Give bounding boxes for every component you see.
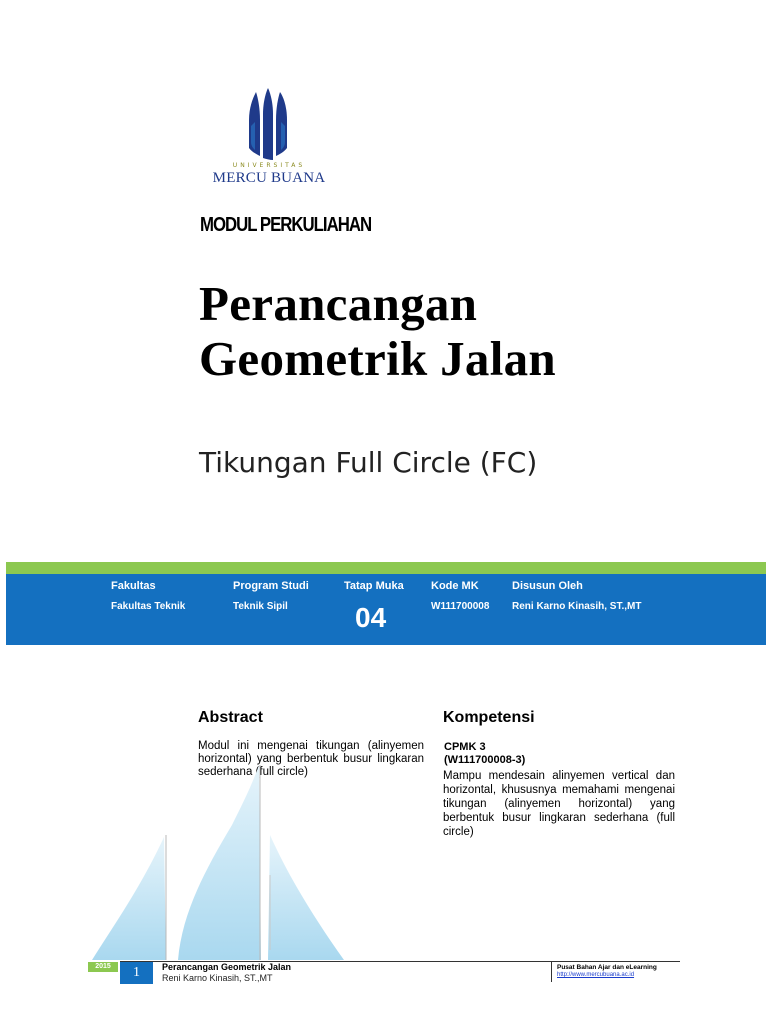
main-title-line-2: Geometrik Jalan [199, 331, 556, 386]
tatap-muka-label: Tatap Muka [344, 580, 404, 592]
building-watermark-icon [92, 765, 348, 960]
kode-mk-label: Kode MK [431, 580, 479, 592]
kompetensi-heading: Kompetensi [443, 709, 535, 726]
program-studi-value: Teknik Sipil [233, 601, 288, 612]
kompetensi-text: Mampu mendesain alinyemen vertical dan horizontal, khususnya memahami mengenai tikungan (alinyemen horizontal) yang berbentuk busur lingkaran sederhana (full circle) [443, 770, 675, 838]
program-studi-label: Program Studi [233, 580, 309, 592]
main-title-line-1: Perancangan [199, 276, 478, 331]
logo-small-text: UNIVERSITAS [232, 162, 306, 169]
footer-page-number: 1 [120, 962, 153, 984]
kode-mk-value: W111700008 [431, 601, 490, 612]
footer-author: Reni Karno Kinasih, ST.,MT [162, 973, 273, 983]
cpmk-code [444, 741, 675, 767]
logo-caption [200, 162, 338, 187]
modul-label: MODUL PERKULIAHAN [200, 214, 372, 236]
footer-separator [551, 962, 552, 982]
cpmk-line-1: CPMK 3 [444, 741, 486, 753]
fakultas-value: Fakultas Teknik [111, 601, 186, 612]
footer-pusat-label: Pusat Bahan Ajar dan eLearning [557, 964, 657, 971]
abstract-heading: Abstract [198, 709, 263, 726]
footer-year: 2015 [88, 962, 118, 972]
abstract-text: Modul ini mengenai tikungan (alinyemen horizontal) yang berbentuk busur lingkaran sederhana (full circle) [198, 740, 424, 778]
disusun-oleh-label: Disusun Oleh [512, 580, 583, 592]
subtitle: Tikungan Full Circle (FC) [199, 446, 538, 479]
main-title [199, 276, 759, 386]
fakultas-label: Fakultas [111, 580, 156, 592]
info-band-accent [6, 562, 766, 574]
cpmk-line-2: (W111700008-3) [444, 754, 526, 766]
footer-course-title: Perancangan Geometrik Jalan [162, 962, 292, 972]
tatap-muka-value: 04 [355, 602, 387, 633]
footer-url-link[interactable]: http://www.mercubuana.ac.id [557, 972, 635, 978]
logo-university-name: MERCU BUANA [212, 170, 326, 186]
disusun-oleh-value: Reni Karno Kinasih, ST.,MT [512, 601, 642, 612]
